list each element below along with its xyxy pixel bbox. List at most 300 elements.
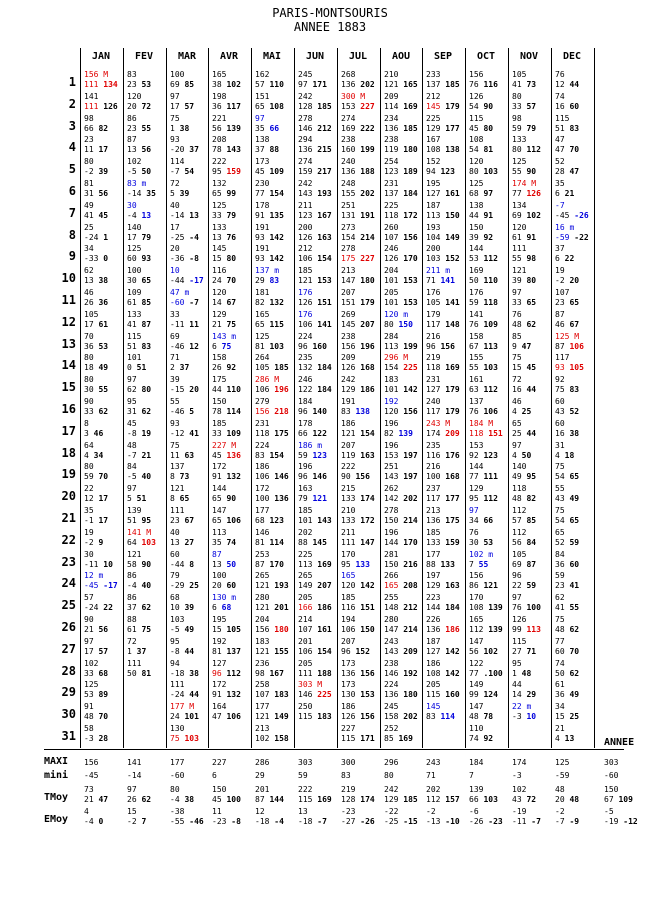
min-mean-line [512,254,554,264]
day-cell [512,375,554,397]
min-mean-line [469,690,511,700]
day-cell [384,310,426,332]
max-temp: 86 [127,571,137,580]
day-cell [255,92,297,114]
min-temp: 169 [341,124,356,133]
min-mean-line [298,385,340,395]
min-mean-line [512,385,554,395]
min-temp: -46 [170,342,185,351]
max-temp: 86 [127,114,137,123]
min-mean-line [384,581,426,591]
day-cell [426,70,468,92]
max-temp: 207 [341,288,356,297]
max-temp: 173 [341,680,356,689]
max-temp: 95 [170,637,180,646]
day-cell [84,179,126,201]
min-temp: 145 [341,320,356,329]
max-temp: 177 M [170,702,195,711]
max-temp: 186 [341,702,356,711]
max-temp: 201 [298,637,313,646]
day-cell [384,179,426,201]
day-cell [127,92,169,114]
max-temp: 60 [170,550,180,559]
max-temp: 68 [170,593,180,602]
summary-emoy [384,807,426,829]
min-mean-line [426,538,468,548]
max-temp: 127 [212,659,227,668]
min-mean-line [255,407,297,417]
max-temp: 238 [384,135,399,144]
max-temp: 279 [255,397,270,406]
mean-temp: 62 [526,320,537,329]
summary-tmoy [555,785,597,807]
max-temp: 243 M [426,419,451,428]
min-mean-line [469,233,511,243]
min-temp: 65 [212,494,222,503]
mean-temp: 154 [269,451,284,460]
max-temp: 125 [255,332,270,341]
max-temp: 211 [298,201,313,210]
min-temp: 44 [469,211,479,220]
min-mean-line [469,516,511,526]
min-temp: 105 [426,298,441,307]
day-cell [298,637,340,659]
max-temp: 105 [84,310,99,319]
mean-temp: 70 [569,647,580,656]
day-cell [84,135,126,157]
day-cell [341,441,383,463]
mean-temp: 227 [360,254,375,263]
max-temp: 196 [384,528,399,537]
day-cell [341,550,383,572]
min-temp: 14 [212,298,222,307]
max-temp: 248 [341,179,356,188]
day-cell [341,310,383,332]
day-cell [212,397,254,419]
min-mean-line [212,429,254,439]
day-cell [298,114,340,136]
mean-temp: 68 [221,603,232,612]
min-mean-line [255,342,297,352]
day-cell [170,179,212,201]
day-cell [127,680,169,702]
min-temp: 77 [512,189,522,198]
day-cell [469,201,511,223]
summary-max: 296 [384,758,399,767]
min-mean-line [212,581,254,591]
min-temp: 4 [555,451,560,460]
mean-temp: 95 [526,472,537,481]
mean-temp: 40 [141,581,152,590]
min-temp: 0 [127,363,132,372]
min-temp: 78 [212,407,222,416]
day-cell [212,702,254,724]
min-temp: -3 [84,734,94,743]
min-mean-line [170,712,212,722]
day-cell [298,288,340,310]
mean-temp: 47 [569,167,580,176]
min-temp: 150 [384,516,399,525]
min-mean-line [341,80,383,90]
min-mean-line [127,702,169,712]
mean-temp: 156 [403,407,418,416]
max-temp: 75 [555,615,565,624]
mean-temp: 156 [355,472,370,481]
summary-max: 125 [555,758,570,767]
day-cell [469,332,511,354]
min-temp: -11 [84,560,99,569]
mean-temp: 179 [445,407,460,416]
min-mean-line [212,494,254,504]
day-cell [426,375,468,397]
min-mean-line [341,669,383,679]
day-cell [469,179,511,201]
min-temp: 75 [555,385,565,394]
min-temp: 126 [298,298,313,307]
min-mean-line [469,80,511,90]
min-temp: 153 [384,451,399,460]
min-temp: 15 [212,625,222,634]
max-temp: 97 [512,288,522,297]
day-cell [512,528,554,550]
min-temp: 65 [255,320,265,329]
day-cell [84,266,126,288]
summary-top-value: 4 [84,807,89,816]
min-mean-line [170,407,212,417]
summary-top-value: 13 [298,807,308,816]
day-cell [341,201,383,223]
mean-temp: 100 [526,603,541,612]
day-cell [255,201,297,223]
day-cell [555,288,597,310]
max-temp: 97 [512,593,522,602]
mean-temp: 38 [189,669,199,678]
max-temp: 74 [555,92,565,101]
max-temp: 238 [384,659,399,668]
day-cell [255,680,297,702]
mean-temp: 146 [312,472,327,481]
min-mean-line [555,516,597,526]
day-cell [170,135,212,157]
min-temp: 64 [127,538,137,547]
mean-temp: 123 [440,167,455,176]
day-cell [555,441,597,463]
max-temp: 112 [512,506,527,515]
day-cell [84,680,126,702]
day-cell [298,528,340,550]
day-cell [170,201,212,223]
max-temp: 94 [170,659,180,668]
max-temp: 88 [127,615,137,624]
max-temp: 69 [170,332,180,341]
mean-temp: 150 [445,211,460,220]
day-cell [298,157,340,179]
day-cell [426,484,468,506]
max-temp: 19 [555,266,565,275]
day-cell [298,659,340,681]
max-temp: 143 m [212,332,237,341]
min-temp: 76 [512,603,522,612]
min-temp: 146 [298,124,313,133]
min-mean-line [469,451,511,461]
min-mean-line [384,363,426,373]
day-cell [298,375,340,397]
min-mean-line [255,472,297,482]
day-cell [469,593,511,615]
max-temp: 200 [298,223,313,232]
min-temp: 174 [426,429,441,438]
summary-bottom-line [604,817,646,827]
mean-temp: 227 [360,102,375,111]
max-temp: 246 [384,244,399,253]
mean-temp: 56 [141,145,152,154]
min-mean-line [298,538,340,548]
max-temp: 165 [255,310,270,319]
min-temp: 156 [255,407,270,416]
min-mean-line [84,538,126,548]
day-cell [212,462,254,484]
max-temp: 45 [127,419,137,428]
day-number: 15 [61,380,76,394]
max-temp: 21 [555,724,565,733]
summary-bottom-line [426,817,468,827]
day-cell [255,419,297,441]
mean-temp: 76 [226,233,237,242]
min-mean-line [298,472,340,482]
day-cell [170,310,212,332]
mean-temp: 168 [445,472,460,481]
max-temp: 207 [341,441,356,450]
mean-temp: 201 [274,603,289,612]
mean-temp: 103 [483,363,498,372]
mean-temp: 179 [445,102,460,111]
min-mean-line [127,342,169,352]
mean-temp: 214 [360,233,375,242]
max-temp: 75 [512,353,522,362]
day-cell [298,332,340,354]
mean-temp: 133 [440,560,455,569]
min-temp: 148 [384,603,399,612]
min-mean-line [298,233,340,243]
min-temp: 69 [170,80,180,89]
min-temp: 54 [469,145,479,154]
max-temp: 97 [127,484,137,493]
summary-bottom-line [255,817,297,827]
day-cell [341,244,383,266]
max-temp: 162 [255,70,270,79]
summary-tmoy [170,785,212,807]
mean-temp: 134 [103,80,118,89]
max-temp: 280 [255,593,270,602]
max-temp: 231 [384,179,399,188]
min-temp: 53 [84,690,94,699]
day-cell [512,135,554,157]
day-cell [84,441,126,463]
summary-top-value: -5 [604,807,614,816]
min-mean-line [127,233,169,243]
mean-temp: 17 [98,516,109,525]
min-temp: 117 [426,320,441,329]
summary-bottom-a: -2 [127,817,137,826]
max-temp: 120 [469,157,484,166]
day-cell [298,201,340,223]
day-cell [384,201,426,223]
mean-temp: 172 [360,516,375,525]
min-temp: 77 [469,669,479,678]
min-temp: 55 [512,254,522,263]
day-cell [384,244,426,266]
mean-temp: 153 [403,276,418,285]
min-temp: 66 [84,124,94,133]
day-cell [512,484,554,506]
mean-temp: -22 [574,233,589,242]
day-cell [341,462,383,484]
min-temp: 48 [469,712,479,721]
max-temp: 97 [512,441,522,450]
mean-temp: 152 [445,254,460,263]
min-mean-line [426,494,468,504]
min-mean-line [384,254,426,264]
min-temp: 67 [469,342,479,351]
min-mean-line [298,603,340,613]
max-temp: 213 [255,724,270,733]
min-temp: 20 [127,102,137,111]
mean-temp: 102 [226,80,241,89]
min-mean-line [212,254,254,264]
min-temp: 151 [341,298,356,307]
min-mean-line [469,734,511,744]
summary-min: -60 [170,771,185,780]
min-temp: 54 [555,472,565,481]
summary-bottom-a: -13 [426,817,441,826]
summary-bottom-b: 7 [141,817,147,826]
day-cell [298,419,340,441]
day-cell [170,637,212,659]
mean-temp: 138 [445,145,460,154]
mean-temp: 142 [445,669,460,678]
summary-emoy [469,807,511,829]
min-temp: 61 [512,233,522,242]
max-temp: 196 [384,441,399,450]
mean-temp: 208 [403,581,418,590]
min-temp: 87 [255,560,265,569]
max-temp: 34 [84,244,94,253]
max-temp: 76 [555,70,565,79]
mean-temp: 18 [564,451,575,460]
mean-temp: 63 [184,451,195,460]
mean-temp: 66 [483,516,494,525]
max-temp: 30 [127,201,137,210]
max-temp: 115 [512,637,527,646]
day-cell [170,157,212,179]
max-temp: 80 [84,353,94,362]
day-cell [212,506,254,528]
min-mean-line [341,625,383,635]
min-mean-line [127,429,169,439]
min-temp: 30 [84,385,94,394]
max-temp: 252 [384,724,399,733]
mean-temp: 141 [445,298,460,307]
min-temp: 147 [341,276,356,285]
mean-temp: 175 [274,429,289,438]
min-temp: 120 [341,581,356,590]
min-mean-line [298,516,340,526]
min-mean-line [212,385,254,395]
min-mean-line [384,407,426,417]
min-temp: 91 [255,211,265,220]
max-temp: 212 [298,244,313,253]
mean-temp: 142 [403,385,418,394]
day-cell [212,157,254,179]
min-mean-line [341,494,383,504]
mean-temp: 149 [445,233,460,242]
day-cell [384,92,426,114]
min-temp: 119 [384,145,399,154]
mean-temp: 139 [398,429,413,438]
min-mean-line [255,102,297,112]
day-cell [255,288,297,310]
min-temp: 60 [127,254,137,263]
max-temp: 145 [426,702,441,711]
min-mean-line [512,363,554,373]
summary-bottom-line [384,795,426,805]
min-temp: 156 [341,342,356,351]
max-temp: 81 [84,179,94,188]
min-mean-line [469,189,511,199]
min-mean-line [212,211,254,221]
max-temp: 55 [170,397,180,406]
min-mean-line [555,233,597,243]
min-mean-line [255,581,297,591]
min-mean-line [384,276,426,286]
max-temp: 243 [384,637,399,646]
max-temp: 196 [298,462,313,471]
max-temp: 140 [127,223,142,232]
min-mean-line [170,298,212,308]
summary-max: 300 [341,758,356,767]
min-mean-line [469,712,511,722]
day-cell [298,179,340,201]
min-temp: 15 [555,712,565,721]
day-cell [426,419,468,441]
min-mean-line [127,625,169,635]
min-mean-line [255,625,297,635]
min-mean-line [555,124,597,134]
min-mean-line [469,342,511,352]
mean-temp: 88 [269,145,280,154]
day-cell [341,135,383,157]
max-temp: 235 [298,353,313,362]
min-mean-line [512,603,554,613]
summary-bottom-b: -9 [569,817,580,826]
min-mean-line [84,712,126,722]
min-mean-line [426,560,468,570]
max-temp: 231 [255,419,270,428]
mean-temp: 59 [569,538,580,547]
day-cell [512,114,554,136]
min-mean-line [84,124,126,134]
mean-temp: 112 [483,385,498,394]
min-mean-line [212,167,254,177]
day-cell [426,397,468,419]
day-cell [384,593,426,615]
max-temp: 80 [84,157,94,166]
min-temp: 150 [384,560,399,569]
min-mean-line [426,472,468,482]
day-cell [512,397,554,419]
max-temp: 192 [384,397,399,406]
min-temp: 143 [384,472,399,481]
